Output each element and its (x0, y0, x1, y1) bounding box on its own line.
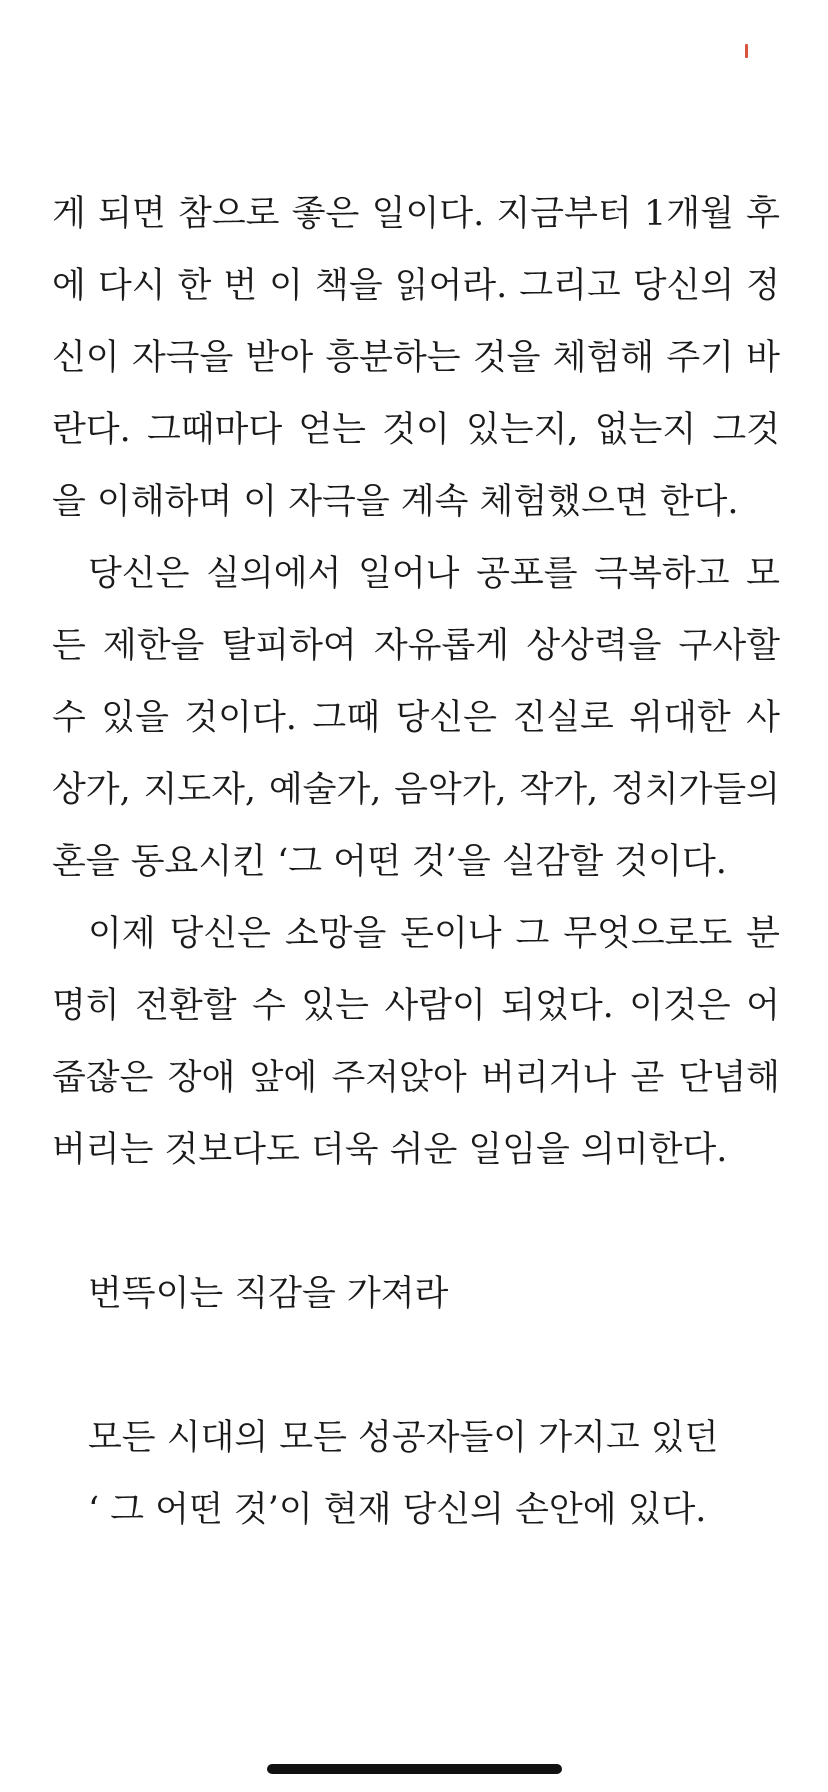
book-page (52, 178, 780, 1546)
text-line: 당신은 실의에서 일어나 공포를 극복하고 모 (88, 554, 780, 594)
text-line: 에 다시 한 번 이 책을 읽어라. 그리고 당신의 정 (52, 266, 780, 306)
spacer (52, 1186, 780, 1258)
text-line: 버리는 것보다도 더욱 쉬운 일임을 의미한다. (52, 1130, 728, 1170)
closing-line: 모든 시대의 모든 성공자들이 가지고 있던 (88, 1418, 719, 1458)
section-heading: 번뜩이는 직감을 가져라 (88, 1274, 449, 1314)
text-line: 을 이해하며 이 자극을 계속 체험했으면 한다. (52, 482, 739, 522)
text-line: 든 제한을 탈피하여 자유롭게 상상력을 구사할 (52, 626, 780, 666)
text-line: 수 있을 것이다. 그때 당신은 진실로 위대한 사 (52, 698, 780, 738)
text-line: 이제 당신은 소망을 돈이나 그 무엇으로도 분 (88, 914, 780, 954)
spacer (52, 1330, 780, 1402)
closing-line: ‘ 그 어떤 것’이 현재 당신의 손안에 있다. (88, 1490, 707, 1530)
text-line: 줍잖은 장애 앞에 주저앉아 버리거나 곧 단념해 (52, 1058, 780, 1098)
bookmark-ribbon-icon[interactable] (745, 44, 748, 58)
text-line: 혼을 동요시킨 ‘그 어떤 것’을 실감할 것이다. (52, 842, 727, 882)
home-indicator[interactable] (267, 1764, 562, 1774)
text-line: 게 되면 참으로 좋은 일이다. 지금부터 1개월 후 (52, 194, 780, 234)
text-line: 상가, 지도자, 예술가, 음악가, 작가, 정치가들의 (52, 770, 780, 810)
text-line: 란다. 그때마다 얻는 것이 있는지, 없는지 그것 (52, 410, 780, 450)
text-line: 신이 자극을 받아 흥분하는 것을 체험해 주기 바 (52, 338, 780, 378)
text-line: 명히 전환할 수 있는 사람이 되었다. 이것은 어 (52, 986, 780, 1026)
